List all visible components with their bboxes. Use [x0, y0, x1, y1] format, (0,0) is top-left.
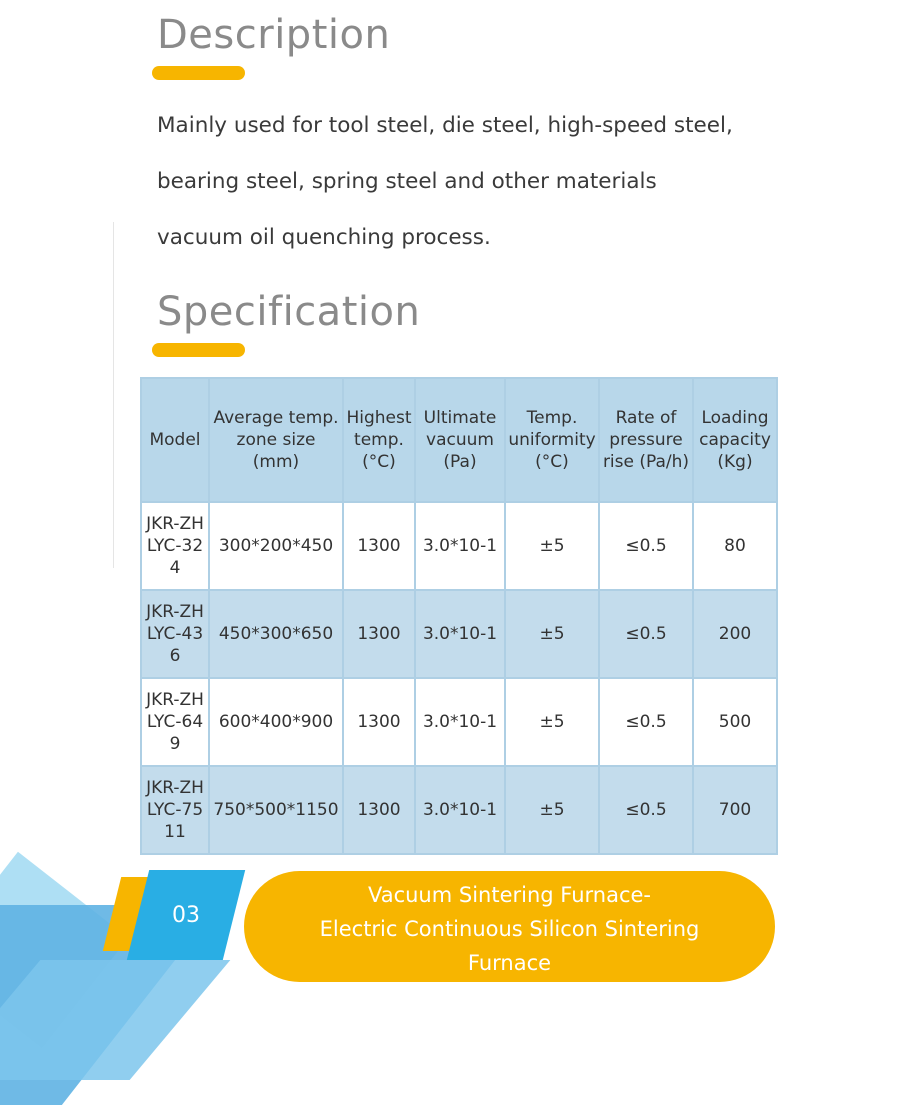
cell-loading-capacity: 80	[693, 502, 777, 590]
next-section-title	[244, 878, 775, 980]
cell-temp-uniformity: ±5	[505, 766, 599, 854]
table-header-row	[141, 378, 777, 502]
cell-loading-capacity: 700	[693, 766, 777, 854]
header-ultimate-vacuum: Ultimate vacuum (Pa)	[415, 378, 505, 502]
cell-pressure-rise: ≤0.5	[599, 678, 693, 766]
cell-pressure-rise: ≤0.5	[599, 766, 693, 854]
description-line-2: bearing steel, spring steel and other materials	[157, 169, 657, 194]
cell-loading-capacity: 500	[693, 678, 777, 766]
next-section-title-line-1: Vacuum Sintering Furnace-	[367, 883, 652, 907]
description-title: Description	[157, 12, 391, 58]
cell-model: JKR-ZHLYC-649	[141, 678, 209, 766]
section-number: 03	[172, 902, 200, 928]
cell-highest-temp: 1300	[343, 502, 415, 590]
header-temp-uniformity: Temp. uniformity (°C)	[505, 378, 599, 502]
specification-title: Specification	[157, 289, 421, 335]
specification-title-underline	[152, 343, 245, 357]
cell-highest-temp: 1300	[343, 678, 415, 766]
table-row	[141, 766, 777, 854]
header-highest-temp: Highest temp. (°C)	[343, 378, 415, 502]
header-loading-capacity: Loading capacity (Kg)	[693, 378, 777, 502]
cell-ultimate-vacuum: 3.0*10-1	[415, 766, 505, 854]
cell-zone-size: 750*500*1150	[209, 766, 343, 854]
cell-temp-uniformity: ±5	[505, 502, 599, 590]
cell-pressure-rise: ≤0.5	[599, 502, 693, 590]
table-row	[141, 590, 777, 678]
cell-model: JKR-ZHLYC-7511	[141, 766, 209, 854]
cell-zone-size: 450*300*650	[209, 590, 343, 678]
description-line-3: vacuum oil quenching process.	[157, 225, 491, 250]
header-zone-size: Average temp. zone size (mm)	[209, 378, 343, 502]
header-model: Model	[141, 378, 209, 502]
cell-highest-temp: 1300	[343, 590, 415, 678]
cell-pressure-rise: ≤0.5	[599, 590, 693, 678]
cell-ultimate-vacuum: 3.0*10-1	[415, 590, 505, 678]
description-line-1: Mainly used for tool steel, die steel, high-speed steel,	[157, 113, 733, 138]
vertical-divider	[113, 222, 114, 568]
decorative-shape	[0, 960, 230, 1080]
cell-ultimate-vacuum: 3.0*10-1	[415, 678, 505, 766]
header-pressure-rise: Rate of pressure rise (Pa/h)	[599, 378, 693, 502]
cell-zone-size: 600*400*900	[209, 678, 343, 766]
cell-loading-capacity: 200	[693, 590, 777, 678]
table-row	[141, 502, 777, 590]
cell-highest-temp: 1300	[343, 766, 415, 854]
cell-zone-size: 300*200*450	[209, 502, 343, 590]
cell-temp-uniformity: ±5	[505, 678, 599, 766]
cell-model: JKR-ZHLYC-436	[141, 590, 209, 678]
cell-model: JKR-ZHLYC-324	[141, 502, 209, 590]
next-section-title-line-2: Electric Continuous Silicon Sintering	[319, 917, 700, 941]
cell-ultimate-vacuum: 3.0*10-1	[415, 502, 505, 590]
cell-temp-uniformity: ±5	[505, 590, 599, 678]
next-section-title-line-3: Furnace	[467, 951, 552, 975]
table-row	[141, 678, 777, 766]
description-title-underline	[152, 66, 245, 80]
specification-table	[140, 377, 778, 855]
